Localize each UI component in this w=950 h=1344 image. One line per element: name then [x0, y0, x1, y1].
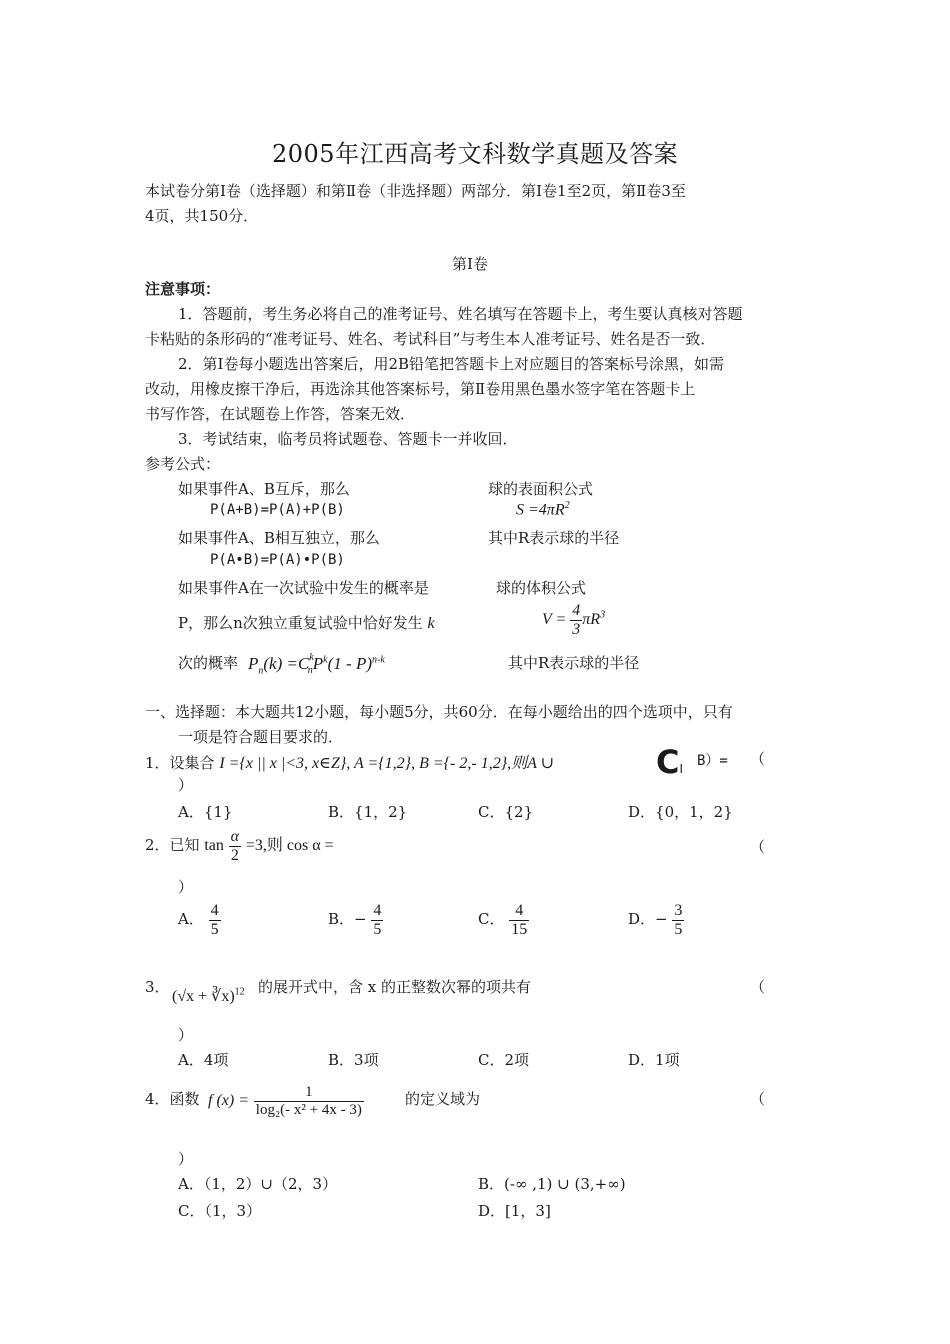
q2-d-num: 3	[674, 902, 683, 919]
formula-l3: 如果事件A在一次试验中发生的概率是	[178, 579, 429, 597]
q2-d-frac	[672, 902, 684, 938]
q1-tail: B）=	[697, 753, 728, 769]
q3-expr-exp: 12	[234, 986, 245, 998]
q3-expr-text: (√x + ∛x)	[172, 988, 235, 1005]
q1-paren-open: （	[750, 750, 766, 768]
q4-den: log₂(- x² + 4x - 3)	[255, 1101, 362, 1118]
q2-paren-close: ）	[178, 878, 194, 896]
formula-l1f: P(A+B)=P(A)+P(B)	[210, 502, 345, 518]
q2-option-d	[628, 902, 684, 938]
q2-a-num: 4	[210, 902, 219, 919]
sphere-area: S =4πR	[516, 501, 565, 519]
q4-text: 的定义域为	[405, 1090, 481, 1108]
note-1a: 1．答题前，考生务必将自己的准考证号、姓名填写在答题卡上，考生要认真核对答题	[178, 305, 743, 323]
q2-c-label: C．	[478, 910, 505, 929]
formula-r3: 球的体积公式	[496, 579, 587, 597]
formula-l2f: P(A•B)=P(A)•P(B)	[210, 552, 345, 568]
q1-option-c: C．{2}	[478, 803, 534, 821]
q2-b-num: 4	[373, 902, 382, 919]
q1-option-a: A．{1}	[178, 803, 233, 821]
sphere-area-exp: 2	[564, 500, 570, 511]
complement-symbol	[656, 743, 684, 781]
formula-r2: 其中R表示球的半径	[488, 529, 620, 547]
q1-stem	[145, 750, 554, 773]
q2-lead: 2．已知	[145, 836, 200, 855]
q3-option-b: B．3项	[328, 1051, 379, 1069]
q4-fx: f (x) =	[208, 1092, 249, 1109]
q4-option-a: A．（1，2）∪（2，3）	[178, 1175, 338, 1193]
q2-tail: =3,则 cos α =	[245, 837, 334, 855]
formula-l1: 如果事件A、B互斥，那么	[178, 480, 350, 498]
q2-option-c	[478, 902, 529, 938]
q3-paren-close: ）	[178, 1026, 194, 1044]
q2-tan: tan	[204, 837, 224, 855]
q2-paren-open: （	[750, 838, 766, 856]
q2-c-frac	[509, 902, 529, 938]
complement-sub: I	[679, 762, 684, 776]
q4-paren-open: （	[750, 1090, 766, 1108]
q2-c-den: 15	[511, 920, 528, 938]
sphere-volume-frac	[570, 602, 582, 638]
q2-stem	[145, 828, 334, 864]
q3-option-a: A．4项	[178, 1051, 229, 1069]
intro-line-1: 本试卷分第Ⅰ卷（选择题）和第Ⅱ卷（非选择题）两部分．第Ⅰ卷1至2页，第Ⅱ卷3至	[145, 182, 686, 200]
formula-l2: 如果事件A、B相互独立，那么	[178, 529, 380, 547]
q2-b-frac	[371, 902, 383, 938]
q1-math: I ={x || x |<3, x∈Z}, A ={1,2}, B ={- 2,- 1,2},则A ∪	[219, 755, 554, 772]
q2-b-label: B．−	[328, 910, 367, 929]
q2-a-label: A．	[178, 910, 204, 929]
note-1b: 卡粘贴的条形码的“准考证号、姓名、考试科目”与考生本人准考证号、姓名是否一致．	[145, 330, 716, 348]
q2-a-frac	[209, 902, 221, 938]
page-title: 2005年江西高考文科数学真题及答案	[272, 140, 679, 168]
q4-option-b: B．(-∞ ,1) ∪ (3,+∞)	[478, 1175, 626, 1193]
sphere-volume-num: 4	[572, 602, 581, 619]
q2-frac-num: α	[230, 828, 240, 845]
formula-r4f	[542, 602, 605, 638]
q3-expr	[172, 986, 245, 1006]
formula-r1: 球的表面积公式	[488, 480, 594, 498]
q2-a-den: 5	[210, 920, 219, 938]
section1-line-1: 一、选择题：本大题共12小题，每小题5分，共60分．在每小题给出的四个选项中，只有	[145, 703, 733, 721]
intro-line-2: 4页，共150分．	[145, 207, 259, 225]
q4-num: 1	[254, 1084, 364, 1102]
formula-r5: 其中R表示球的半径	[508, 654, 640, 672]
formula-l4-k: k	[427, 615, 435, 632]
q2-c-num: 4	[509, 902, 529, 921]
q2-frac	[229, 828, 241, 864]
q1-paren-close: ）	[178, 776, 194, 794]
part-heading: 第Ⅰ卷	[452, 255, 488, 273]
q4-option-d: D．[1，3]	[478, 1202, 551, 1220]
formulas-heading: 参考公式：	[145, 455, 221, 473]
q4-lead: 4．函数	[145, 1090, 200, 1108]
note-2c: 书写作答，在试题卷上作答，答案无效．	[145, 405, 416, 423]
section1-line-2: 一项是符合题目要求的．	[178, 728, 344, 746]
note-3: 3．考试结束，临考员将试题卷、答题卡一并收回．	[178, 430, 518, 448]
notes-heading: 注意事项：	[145, 280, 221, 298]
q2-option-b	[328, 902, 383, 938]
q3-paren-open: （	[750, 978, 766, 996]
q2-option-a	[178, 902, 221, 938]
formula-l4	[178, 612, 435, 633]
q1-lead: 1．设集合	[145, 754, 215, 772]
q2-d-label: D．−	[628, 910, 668, 929]
formula-r1f	[516, 500, 570, 519]
q2-d-den: 5	[674, 920, 683, 938]
q2-b-den: 5	[373, 920, 382, 938]
q3-option-d: D．1项	[628, 1051, 680, 1069]
sphere-volume-den: 3	[572, 620, 581, 638]
q1-option-b: B．{1，2}	[328, 803, 408, 821]
q3-text: 的展开式中，含 x 的正整数次幂的项共有	[258, 978, 531, 996]
q3-option-c: C．2项	[478, 1051, 530, 1069]
note-2a: 2．第Ⅰ卷每小题选出答案后，用2B铅笔把答题卡上对应题目的答案标号涂黑，如需	[178, 355, 725, 373]
binomial-formula: $P_n(k) =C^k_nP^k(1 - P)^{n-k}$	[248, 652, 385, 677]
sphere-volume-exp: 3	[600, 609, 606, 621]
q1-option-d: D．{0，1，2}	[628, 803, 733, 821]
q4-frac	[254, 1084, 364, 1118]
sphere-volume-left: V =	[542, 610, 567, 628]
q4-function	[208, 1084, 364, 1118]
q3-lead: 3．	[145, 978, 170, 996]
q4-option-c: C．（1，3）	[178, 1202, 262, 1220]
complement-c: C	[656, 743, 680, 781]
sphere-volume-right: πR	[582, 610, 601, 628]
formula-l5: 次的概率	[178, 654, 239, 672]
q2-frac-den: 2	[230, 846, 239, 864]
q4-paren-close: ）	[178, 1150, 194, 1168]
note-2b: 改动，用橡皮擦干净后，再选涂其他答案标号，第Ⅱ卷用黑色墨水签字笔在答题卡上	[145, 380, 696, 398]
formula-l4-text: P，那么n次独立重复试验中恰好发生	[178, 614, 423, 632]
